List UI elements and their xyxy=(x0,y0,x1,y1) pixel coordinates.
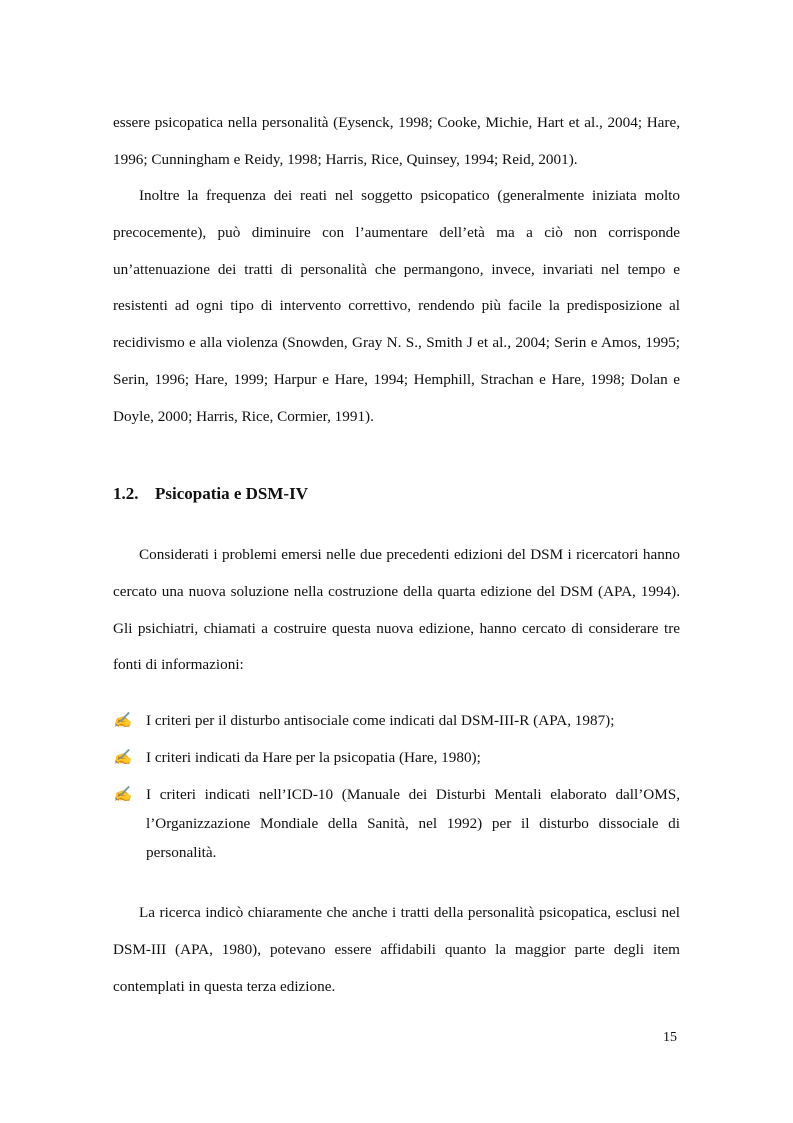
paragraph-dsm-iv: Considerati i problemi emersi nelle due precedenti edizioni del DSM i ricercatori hanno cercato una nuova soluzione nella costruzione della quarta edizione del DSM (APA, 1994). Gli psichiatri, chiamati a costruire questa nuova edizione, hanno cercato di considerare tre fonti di informazioni: xyxy=(113,546,680,674)
list-item xyxy=(113,706,680,735)
page-number: 15 xyxy=(663,1030,677,1045)
paragraph-recidivism: Inoltre la frequenza dei reati nel soggetto psicopatico (generalmente iniziata molto precocemente), può diminuire con l’aumentare dell’età ma a ciò non corrisponde un’attenuazione dei tratti di personalità che permangono, invece, invariati nel tempo e resistenti ad ogni tipo di intervento correttivo, rendendo più facile la predisposizione al recidivismo e alla violenza (Snowden, Gray N. S., Smith J et al., 2004; Serin e Amos, 1995; Serin, 1996; Hare, 1999; Harpur e Hare, 1994; Hemphill, Strachan e Hare, 1998; Dolan e Doyle, 2000; Harris, Rice, Cormier, 1991). xyxy=(113,187,680,425)
list-item xyxy=(113,743,680,772)
section-title: Psicopatia e DSM-IV xyxy=(155,484,308,503)
criteria-list xyxy=(113,706,680,875)
list-item-text: I criteri indicati nell’ICD-10 (Manuale dei Disturbi Mentali elaborato dall’OMS, l’Organizzazione Mondiale della Sanità, nel 1992) per il disturbo dissociale di personalità. xyxy=(146,786,680,861)
list-item xyxy=(113,780,680,867)
writing-hand-icon: ✍ xyxy=(113,713,132,729)
writing-hand-icon: ✍ xyxy=(113,787,132,803)
list-item-text: I criteri indicati da Hare per la psicopatia (Hare, 1980); xyxy=(146,749,481,766)
section-heading xyxy=(113,480,308,508)
section-number: 1.2. xyxy=(113,484,139,503)
list-item-text: I criteri per il disturbo antisociale come indicati dal DSM-III-R (APA, 1987); xyxy=(146,712,615,729)
writing-hand-icon: ✍ xyxy=(113,750,132,766)
paragraph-continuation: essere psicopatica nella personalità (Eysenck, 1998; Cooke, Michie, Hart et al., 2004; Hare, 1996; Cunningham e Reidy, 1998; Harris, Rice, Quinsey, 1994; Reid, 2001). xyxy=(113,114,680,168)
paragraph-research: La ricerca indicò chiaramente che anche i tratti della personalità psicopatica, esclusi nel DSM-III (APA, 1980), potevano essere affidabili quanto la maggior parte degli item contemplati in questa terza edizione. xyxy=(113,904,680,995)
